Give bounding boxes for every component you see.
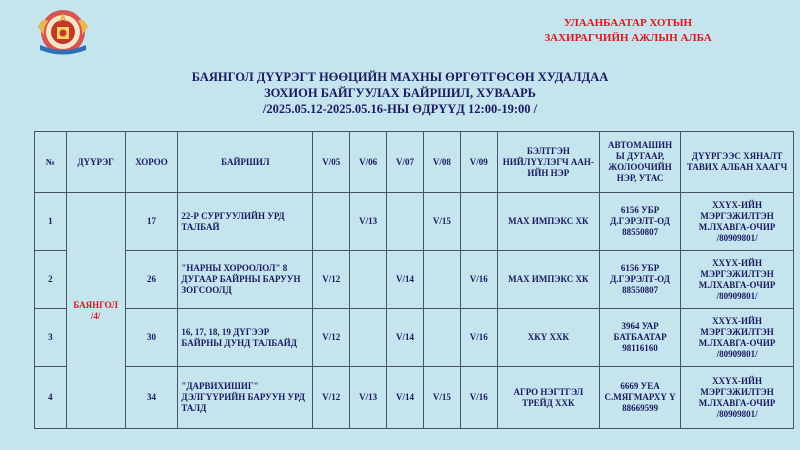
row-supplier: МАХ ИМПЭКС ХК bbox=[497, 193, 599, 251]
row-date-05 bbox=[313, 193, 350, 251]
header-num: № bbox=[35, 132, 67, 193]
header-khoroo: ХОРОО bbox=[125, 132, 178, 193]
row-num: 3 bbox=[35, 309, 67, 367]
row-date-06: V/13 bbox=[350, 193, 387, 251]
row-date-07: V/14 bbox=[387, 309, 424, 367]
row-khoroo: 17 bbox=[125, 193, 178, 251]
org-line-2: ЗАХИРАГЧИЙН АЖЛЫН АЛБА bbox=[544, 32, 712, 44]
row-date-08: V/15 bbox=[423, 367, 460, 429]
row-supplier: МАХ ИМПЭКС ХК bbox=[497, 251, 599, 309]
row-date-09: V/16 bbox=[460, 367, 497, 429]
row-supplier: ХКҮ ХХК bbox=[497, 309, 599, 367]
header-row bbox=[35, 132, 794, 193]
row-vehicle: 6156 УБР Д.ГЭРЭЛТ-ОД 88550807 bbox=[599, 251, 680, 309]
row-date-09: V/16 bbox=[460, 251, 497, 309]
table-row bbox=[35, 309, 794, 367]
row-date-05: V/12 bbox=[313, 367, 350, 429]
row-date-06: V/13 bbox=[350, 367, 387, 429]
row-location: "ДАРВИХИШИГ" ДЭЛГҮҮРИЙН БАРУУН УРД ТАЛД bbox=[178, 367, 313, 429]
row-date-08 bbox=[423, 251, 460, 309]
row-num: 4 bbox=[35, 367, 67, 429]
row-date-08: V/15 bbox=[423, 193, 460, 251]
table-row bbox=[35, 367, 794, 429]
district-cell: БАЯНГОЛ /4/ bbox=[66, 193, 125, 429]
row-monitor: ХХҮХ-ИЙН МЭРГЭЖИЛТЭН М.ЛХАВГА-ОЧИР /80909801/ bbox=[681, 367, 794, 429]
header-supplier: БЭЛТГЭН НИЙЛҮҮЛЭГЧ ААН-ИЙН НЭР bbox=[497, 132, 599, 193]
row-num: 1 bbox=[35, 193, 67, 251]
header-date-08: V/08 bbox=[423, 132, 460, 193]
row-date-05: V/12 bbox=[313, 251, 350, 309]
header-location: БАЙРШИЛ bbox=[178, 132, 313, 193]
header-date-07: V/07 bbox=[387, 132, 424, 193]
org-line-1: УЛААНБААТАР ХОТЫН bbox=[563, 17, 693, 29]
header-district: ДҮҮРЭГ bbox=[66, 132, 125, 193]
schedule-table bbox=[34, 131, 794, 429]
row-monitor: ХХҮХ-ИЙН МЭРГЭЖИЛТЭН М.ЛХАВГА-ОЧИР /80909801/ bbox=[681, 251, 794, 309]
row-supplier: АГРО НЭГТГЭЛ ТРЕЙД ХХК bbox=[497, 367, 599, 429]
row-location: "НАРНЫ ХОРООЛОЛ" 8 ДУГААР БАЙРНЫ БАРУУН ЗОГСООЛД bbox=[178, 251, 313, 309]
row-khoroo: 26 bbox=[125, 251, 178, 309]
row-khoroo: 34 bbox=[125, 367, 178, 429]
row-date-07: V/14 bbox=[387, 251, 424, 309]
row-date-06 bbox=[350, 251, 387, 309]
row-date-08 bbox=[423, 309, 460, 367]
header-date-06: V/06 bbox=[350, 132, 387, 193]
row-date-06 bbox=[350, 309, 387, 367]
row-monitor: ХХҮХ-ИЙН МЭРГЭЖИЛТЭН М.ЛХАВГА-ОЧИР /80909801/ bbox=[681, 309, 794, 367]
header-monitor: ДҮҮРГЭЭС ХЯНАЛТ ТАВИХ АЛБАН ХААГЧ bbox=[681, 132, 794, 193]
title-line-3: /2025.05.12-2025.05.16-НЫ ӨДРҮҮД 12:00-19:00 / bbox=[262, 102, 538, 116]
row-date-07 bbox=[387, 193, 424, 251]
row-khoroo: 30 bbox=[125, 309, 178, 367]
row-vehicle: 3964 УАР БАТБААТАР 98116160 bbox=[599, 309, 680, 367]
table-row bbox=[35, 193, 794, 251]
coat-of-arms-icon bbox=[34, 5, 92, 57]
table-row bbox=[35, 251, 794, 309]
title-line-1: БАЯНГОЛ ДҮҮРЭГТ НӨӨЦИЙН МАХНЫ ӨРГӨТГӨСӨН ХУДАЛДАА bbox=[191, 70, 609, 84]
row-location: 16, 17, 18, 19 ДҮГЭЭР БАЙРНЫ ДУНД ТАЛБАЙД bbox=[178, 309, 313, 367]
row-num: 2 bbox=[35, 251, 67, 309]
row-date-07: V/14 bbox=[387, 367, 424, 429]
row-vehicle: 6669 УЕА С.МЯГМАРХҮ Ү 88669599 bbox=[599, 367, 680, 429]
header-date-09: V/09 bbox=[460, 132, 497, 193]
header-vehicle: АВТОМАШИН Ы ДУГААР, ЖОЛООЧИЙН НЭР, УТАС bbox=[599, 132, 680, 193]
row-location: 22-Р СУРГУУЛИЙН УРД ТАЛБАЙ bbox=[178, 193, 313, 251]
title-line-2: ЗОХИОН БАЙГУУЛАХ БАЙРШИЛ, ХУВААРЬ bbox=[264, 86, 536, 100]
row-monitor: ХХҮХ-ИЙН МЭРГЭЖИЛТЭН М.ЛХАВГА-ОЧИР /80909801/ bbox=[681, 193, 794, 251]
header-date-05: V/05 bbox=[313, 132, 350, 193]
organization-name bbox=[498, 16, 758, 46]
row-date-05: V/12 bbox=[313, 309, 350, 367]
row-vehicle: 6156 УБР Д.ГЭРЭЛТ-ОД 88550807 bbox=[599, 193, 680, 251]
row-date-09: V/16 bbox=[460, 309, 497, 367]
row-date-09 bbox=[460, 193, 497, 251]
document-title bbox=[0, 69, 800, 117]
